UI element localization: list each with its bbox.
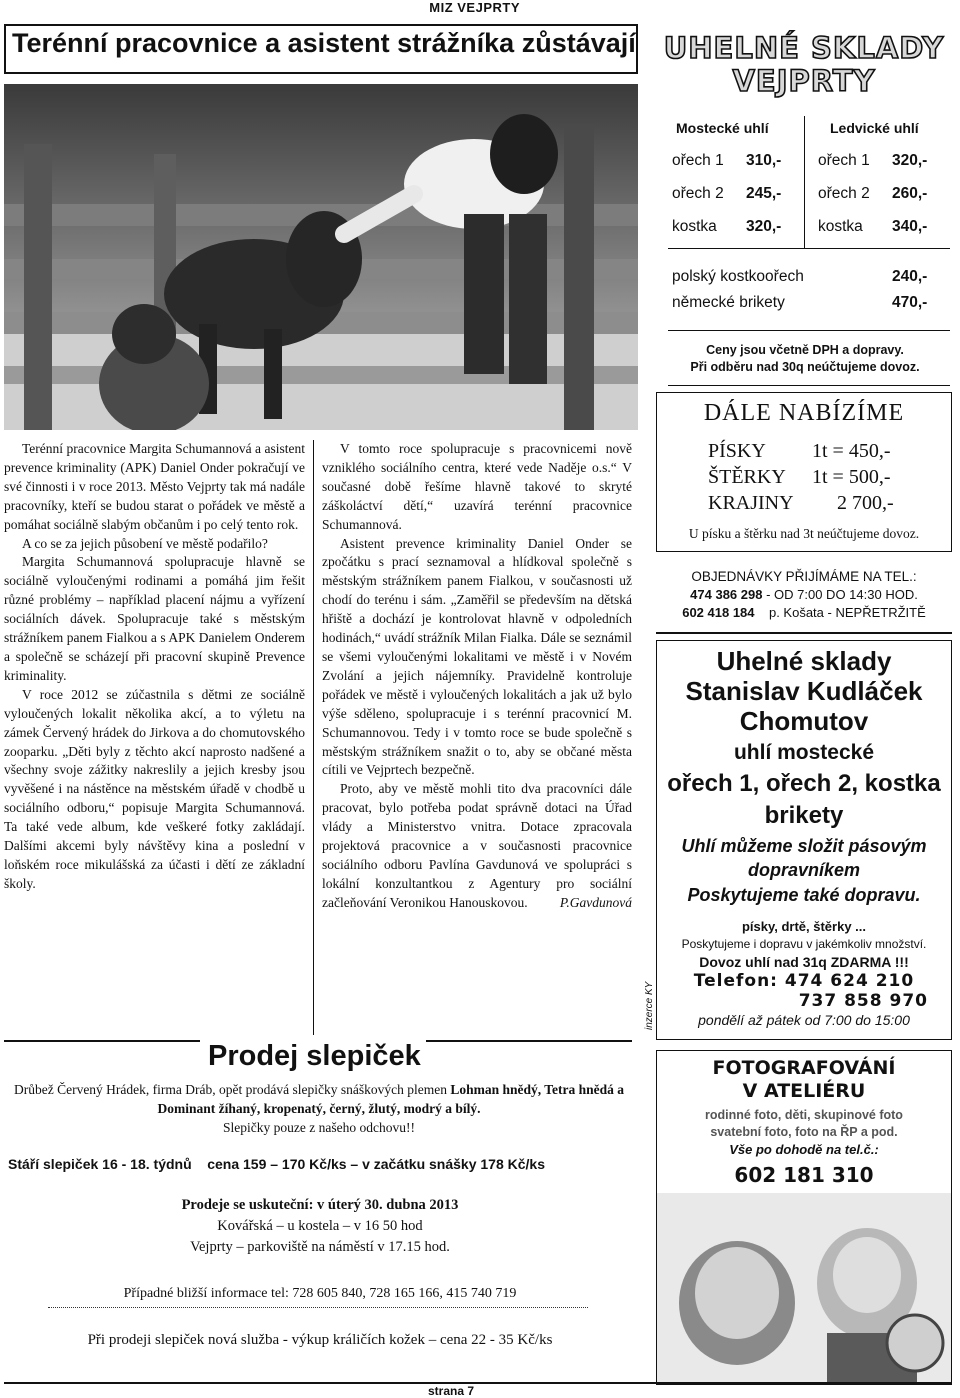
poultry-ad-intro: Drůbež Červený Hrádek, firma Dráb, opět prodává slepičky snáškových plemen (13, 1082, 451, 1097)
photo-ad-title: FOTOGRAFOVÁNÍ (712, 1057, 896, 1079)
order-info (656, 568, 952, 632)
poultry-ad-own-breeding: Slepičky pouze z našeho odchovu!! (223, 1120, 415, 1135)
article-photo-illustration (4, 84, 638, 430)
kudlacek-line: Dovoz uhlí nad 31q ZDARMA !!! (699, 954, 909, 970)
kudlacek-line: Chomutov (739, 706, 869, 736)
photo-ad-title: V ATELIÉRU (742, 1080, 866, 1102)
inzerce-label: inzerce KY (644, 981, 655, 1030)
article-author: P.Gavdunová (559, 894, 632, 910)
article-column-2 (322, 440, 632, 913)
order-phone: 474 386 298 (690, 587, 763, 602)
price-item-value: 240,- (892, 268, 928, 285)
kudlacek-phone: 737 858 970 (798, 991, 928, 1011)
kudlacek-phone: Telefon: 474 624 210 (693, 971, 915, 991)
photo-ad-desc: svatební foto, foto na ŘP a pod. (710, 1125, 898, 1139)
article-paragraph-text: Proto, aby ve městě mohli tito dva pracovníci dále pracovat, bylo potřeba podat správně dotaci na Úřad vlády a Ministerstvo vnitra. Dotace zpracovala projektová pracovnice a v současnosti pracovnice sociálního odboru Pavlína Gavdunová ve spolupráci s lokální konzultantkou z Agentury pro sociální začleňování Veronikou Hanouskovou. (322, 781, 632, 910)
article-paragraph: Asistent prevence kriminality Daniel Onder se zpočátku s prací seznamoval a hlídkoval společně s městským strážníkem panem Fialkou, v současnosti už chodí do terénu i sám. „Zaměřil se především na dětská hřiště a dochází je kontrolovat hlavně v odpoledních hodinách,“ uvádí strážník Milan Fialka. Dále se seznámil se všemi vyloučenými lokalitami ve městě i v Novém Zvolání a jejich nájemníky. Pravidelně kontroluje pořádek ve městě i vyloučených lokalitách a jak už bylo výše sděleno, spolupracuje i s terénní pracovnicí M. Schumannovou. Tedy i v tomto roce se bude společně s městským strážníkem snažit o to, aby se občané města cítili ve Vejprtech bezpečně. (322, 535, 632, 778)
kudlacek-line: ořech 1, ořech 2, kostka (667, 770, 941, 797)
inzerce-tag (644, 960, 658, 1030)
article-paragraph: Margita Schumannová spolupracuje hlavně se sociálně vyloučenými rodinami a pomáhá jim řešit různé problémy – například placení nájmu a vyřízení sociálních dávek. Spolupracuje také s městským strážníkem panem Fialkou a s APK Danielem Onderem a společně se scházejí při pracovní skupině Prevence kriminality. (4, 554, 305, 683)
order-rule (656, 632, 952, 634)
poultry-ad-skins: Při prodeji slepiček nová služba - výkup králičích kožek – cena 22 - 35 Kč/ks (87, 1332, 553, 1348)
price-item-value: 320,- (746, 218, 782, 235)
article-paragraph (322, 780, 632, 912)
kudlacek-line: uhlí mostecké (733, 741, 875, 764)
article-column-1 (4, 440, 305, 894)
offer-item-price: 1t = 450,- (812, 440, 891, 462)
price-table-rule (668, 385, 950, 386)
kudlacek-line: Stanislav Kudláček (685, 676, 923, 706)
poultry-ad-info: Případné bližší informace tel: 728 605 840, 728 165 166, 415 740 719 (123, 1286, 517, 1301)
poultry-ad-sales-heading: Prodeje se uskuteční: v úterý 30. dubna 2013 (181, 1197, 459, 1213)
kudlacek-line: Poskytujeme i dopravu v jakémkoliv množství. (681, 937, 927, 951)
coal-ad-title-line: UHELNÉ SKLADY (663, 31, 945, 65)
footer-rule (4, 1382, 952, 1384)
photo-ad-desc: Vše po dohodě na tel.č.: (729, 1142, 879, 1157)
price-table-rule (668, 330, 950, 331)
coal-ad-notes (660, 342, 950, 376)
offer-item-name: PÍSKY (708, 440, 766, 462)
poultry-ad-breeds: Lohman hnědý, Tetra hnědá a Dominant žíhaný, kropenatý, černý, žlutý, modrý a bílý. (157, 1082, 625, 1116)
offer-item-name: ŠTĚRKY (708, 466, 786, 488)
poultry-ad-sales-line: Vejprty – parkoviště na náměstí v 17.15 hod. (190, 1239, 450, 1255)
poultry-ad-rule (426, 1040, 632, 1042)
price-item-value: 260,- (892, 185, 928, 202)
photo-ad-phone: 602 181 310 (734, 1163, 874, 1187)
price-item-name: polský kostkoořech (672, 268, 804, 285)
kudlacek-line: Uhelné sklady (716, 646, 892, 676)
coal-ad-title-line: VEJPRTY (732, 64, 876, 98)
poultry-ad-price: cena 159 – 170 Kč/ks – v začátku snášky 178 Kč/ks (207, 1156, 546, 1172)
kudlacek-line: Uhlí můžeme složit pásovým dopravníkem (681, 836, 927, 880)
photo-studio-ad (656, 1050, 952, 1385)
poultry-ad-age-price (8, 1156, 630, 1172)
offer-title: DÁLE NABÍZÍME (703, 400, 905, 426)
offer-item-name: KRAJINY (708, 492, 794, 514)
price-item-value: 320,- (892, 152, 928, 169)
poultry-ad-title: Prodej slepiček (208, 1040, 421, 1072)
offer-item-price: 1t = 500,- (812, 466, 891, 488)
price-item-name: ořech 2 (818, 185, 870, 202)
order-phone: 602 418 184 (682, 605, 755, 620)
poultry-ad-text (8, 1080, 630, 1137)
price-table-rule (668, 248, 950, 249)
offer-item-price: 2 700,- (837, 492, 894, 514)
offer-note: U písku a štěrku nad 3t neúčtujeme dovoz. (688, 526, 920, 541)
order-nonstop: - NEPŘETRŽITĚ (827, 605, 926, 620)
price-item-name: německé brikety (672, 294, 785, 311)
price-table-divider (804, 116, 805, 248)
poultry-ad-dotted-rule (48, 1307, 588, 1308)
page-headline: Terénní pracovnice a asistent strážníka zůstávají (12, 28, 636, 58)
order-heading: OBJEDNÁVKY PŘIJÍMÁME NA TEL.: (691, 569, 917, 584)
price-item-value: 470,- (892, 294, 928, 311)
poultry-ad-sales (120, 1195, 520, 1258)
kudlacek-line: Poskytujeme také dopravu. (687, 885, 921, 905)
photo-ad-titles (657, 1057, 951, 1103)
poultry-ad-age: Stáří slepiček 16 - 18. týdnů (8, 1156, 192, 1172)
page-number: strana 7 (428, 1384, 475, 1398)
photo-ad-description (657, 1107, 951, 1158)
photo-ad-desc: rodinné foto, děti, skupinové foto (705, 1108, 903, 1122)
price-header-mostecke: Mostecké uhlí (676, 120, 769, 136)
price-item-name: kostka (818, 218, 863, 235)
order-hours: - OD 7:00 DO 14:30 HOD. (766, 587, 918, 602)
order-line (656, 586, 952, 604)
price-item-name: ořech 1 (672, 152, 724, 169)
kudlacek-hours: pondělí až pátek od 7:00 do 15:00 (698, 1012, 910, 1028)
section-label: MIZ VEJPRTY (429, 0, 520, 15)
price-item-value: 310,- (746, 152, 782, 169)
price-header-ledvicke: Ledvické uhlí (830, 120, 919, 136)
order-person: p. Košata (768, 605, 824, 620)
article-photo (4, 84, 638, 430)
article-paragraph: Terénní pracovnice Margita Schumannová a asistent prevence kriminality (APK) Daniel Onder pokračují ve své činnosti i v roce 2013. Město Vejprty tak má nadále pracovníky, kteří se budou starat o pořádek ve městě a pomáhat sociálně slabým občanům i po celý tento rok. (4, 441, 305, 532)
order-line (656, 604, 952, 622)
kudlacek-line: brikety (764, 802, 844, 829)
poultry-ad-rule (4, 1040, 200, 1042)
price-item-name: ořech 1 (818, 152, 870, 169)
price-item-name: ořech 2 (672, 185, 724, 202)
article-paragraph: V roce 2012 se zúčastnila s dětmi ze sociálně vyloučených lokalit několika akcí, a to výletu na zámek Červený hrádek do Jirkova a do chomutovského zooparku. „Děti byly z těchto akcí naprosto nadšené a všechny svoje zážitky nakreslily a jejich kresby jsou vyvěšené i na nástěnce na městském úřadě v chodbě u sociálního odboru,“ popisuje Margita Schumannová. Ta také vede album, kde veškeré fotky zakládají. Dalšími akcemi byly návštěvy kina a poslední v loňském roce mikulášská za účasti i dětí ze základní školy. (4, 686, 305, 891)
article-paragraph: A co se za jejich působení ve městě podařilo? (22, 535, 268, 551)
coal-ad-note: Ceny jsou včetně DPH a dopravy. (706, 343, 904, 357)
photo-ad-children-image (657, 1193, 951, 1383)
kudlacek-ad-content (656, 646, 952, 1029)
coal-ad-title (658, 32, 950, 98)
price-item-name: kostka (672, 218, 717, 235)
column-divider (313, 440, 314, 1035)
price-item-value: 340,- (892, 218, 928, 235)
poultry-ad-sales-line: Kovářská – u kostela – v 16 50 hod (217, 1218, 423, 1234)
article-paragraph: V tomto roce spolupracuje s pracovnicemi nově vzniklého sociálního centra, které vede Naděje o.s.“ V současné době řešíme hlavně takové to skryté záškoláctví dětí,“ uzavírá terénní pracovnice Schumannová. (322, 441, 632, 532)
price-item-value: 245,- (746, 185, 782, 202)
coal-ad-note: Při odběru nad 30q neúčtujeme dovoz. (690, 360, 920, 374)
kudlacek-line: písky, drtě, štěrky ... (741, 919, 867, 934)
